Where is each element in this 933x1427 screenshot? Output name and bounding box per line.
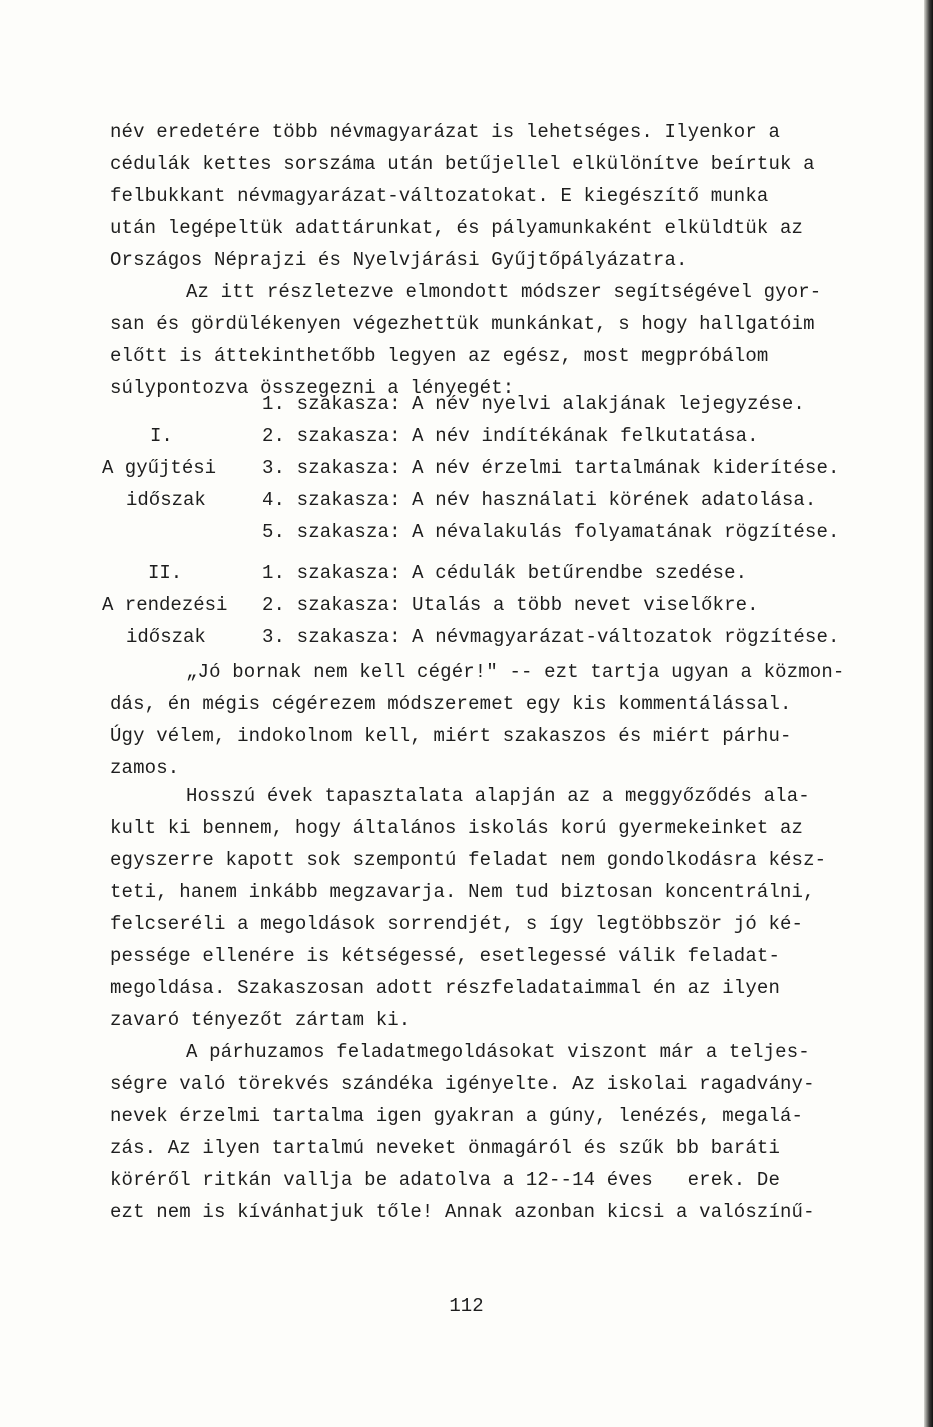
text-line: felcseréli a megoldások sorrendjét, s így legtöbbször jó ké- (110, 913, 804, 935)
text-line: dás, én mégis cégérezem módszeremet egy kis kommentálással. (110, 693, 792, 715)
section-1-step: 4. szakasza: A név használati körének adatolása. (262, 489, 817, 511)
section-2-step: 3. szakasza: A névmagyarázat-változatok rögzítése. (262, 626, 840, 648)
text-line: zamos. (110, 757, 180, 779)
section-1-step: 5. szakasza: A névalakulás folyamatának rögzítése. (262, 521, 840, 543)
section-1-step: 2. szakasza: A név indítékának felkutatása. (262, 425, 759, 447)
text-line: Hosszú évek tapasztalata alapján az a meggyőződés ala- (186, 785, 810, 807)
section-1-step: 3. szakasza: A név érzelmi tartalmának kiderítése. (262, 457, 840, 479)
text-line: Úgy vélem, indokolnom kell, miért szakaszos és miért párhu- (110, 725, 792, 747)
text-line: Az itt részletezve elmondott módszer segítségével gyor- (186, 281, 822, 303)
section-2-step: 1. szakasza: A cédulák betűrendbe szedése. (262, 562, 748, 584)
text-line: zás. Az ilyen tartalmú neveket önmagáról és szűk bb baráti (110, 1137, 781, 1159)
section-1-roman-label: I. (150, 425, 173, 447)
text-line: nevek érzelmi tartalma igen gyakran a gúny, lenézés, megalá- (110, 1105, 804, 1127)
section-2-step: 2. szakasza: Utalás a több nevet viselőkre. (262, 594, 759, 616)
section-2-label-word1: A rendezési (102, 594, 228, 616)
section-1-step: 1. szakasza: A név nyelvi alakjának lejegyzése. (262, 393, 805, 415)
page-number: 112 (449, 1295, 484, 1317)
text-line: megoldása. Szakaszosan adott részfeladataimmal én az ilyen (110, 977, 781, 999)
text-line: után legépeltük adattárunkat, és pályamunkaként elküldtük az (110, 217, 804, 239)
text-line: súlypontozva összegezni a lényegét: (110, 377, 515, 399)
section-1-label-word2: időszak (126, 489, 206, 511)
text-line: cédulák kettes sorszáma után betűjellel elkülönítve beírtuk a (110, 153, 815, 175)
text-line: pessége ellenére is kétségessé, esetlegessé válik feladat- (110, 945, 781, 967)
text-line: ezt nem is kívánhatjuk tőle! Annak azonban kicsi a valószínű- (110, 1201, 815, 1223)
text-line: felbukkant névmagyarázat-változatokat. E kiegészítő munka (110, 185, 769, 207)
text-line: ségre való törekvés szándéka igényelte. Az iskolai ragadvány- (110, 1073, 815, 1095)
text-line: „Jó bornak nem kell cégér!" -- ezt tartja ugyan a közmon- (186, 661, 845, 683)
text-line: san és gördülékenyen végezhettük munkánkat, s hogy hallgatóim (110, 313, 815, 335)
text-line: kult ki bennem, hogy általános iskolás korú gyermekeinket az (110, 817, 804, 839)
text-line: köréről ritkán vallja be adatolva a 12--14 éves erek. De (110, 1169, 781, 1191)
text-line: név eredetére több névmagyarázat is lehetséges. Ilyenkor a (110, 121, 781, 143)
text-line: zavaró tényezőt zártam ki. (110, 1009, 411, 1031)
text-line: előtt is áttekinthetőbb legyen az egész, most megpróbálom (110, 345, 769, 367)
section-2-roman-label: II. (148, 562, 183, 584)
text-line: egyszerre kapott sok szempontú feladat nem gondolkodásra kész- (110, 849, 827, 871)
section-1-label-word1: A gyűjtési (102, 457, 217, 479)
text-line: Országos Néprajzi és Nyelvjárási Gyűjtőpályázatra. (110, 249, 688, 271)
section-2-label-word2: időszak (126, 626, 206, 648)
text-line: teti, hanem inkább megzavarja. Nem tud biztosan koncentrálni, (110, 881, 815, 903)
text-line: A párhuzamos feladatmegoldásokat viszont már a teljes- (186, 1041, 810, 1063)
page-edge-shadow (924, 0, 933, 1427)
